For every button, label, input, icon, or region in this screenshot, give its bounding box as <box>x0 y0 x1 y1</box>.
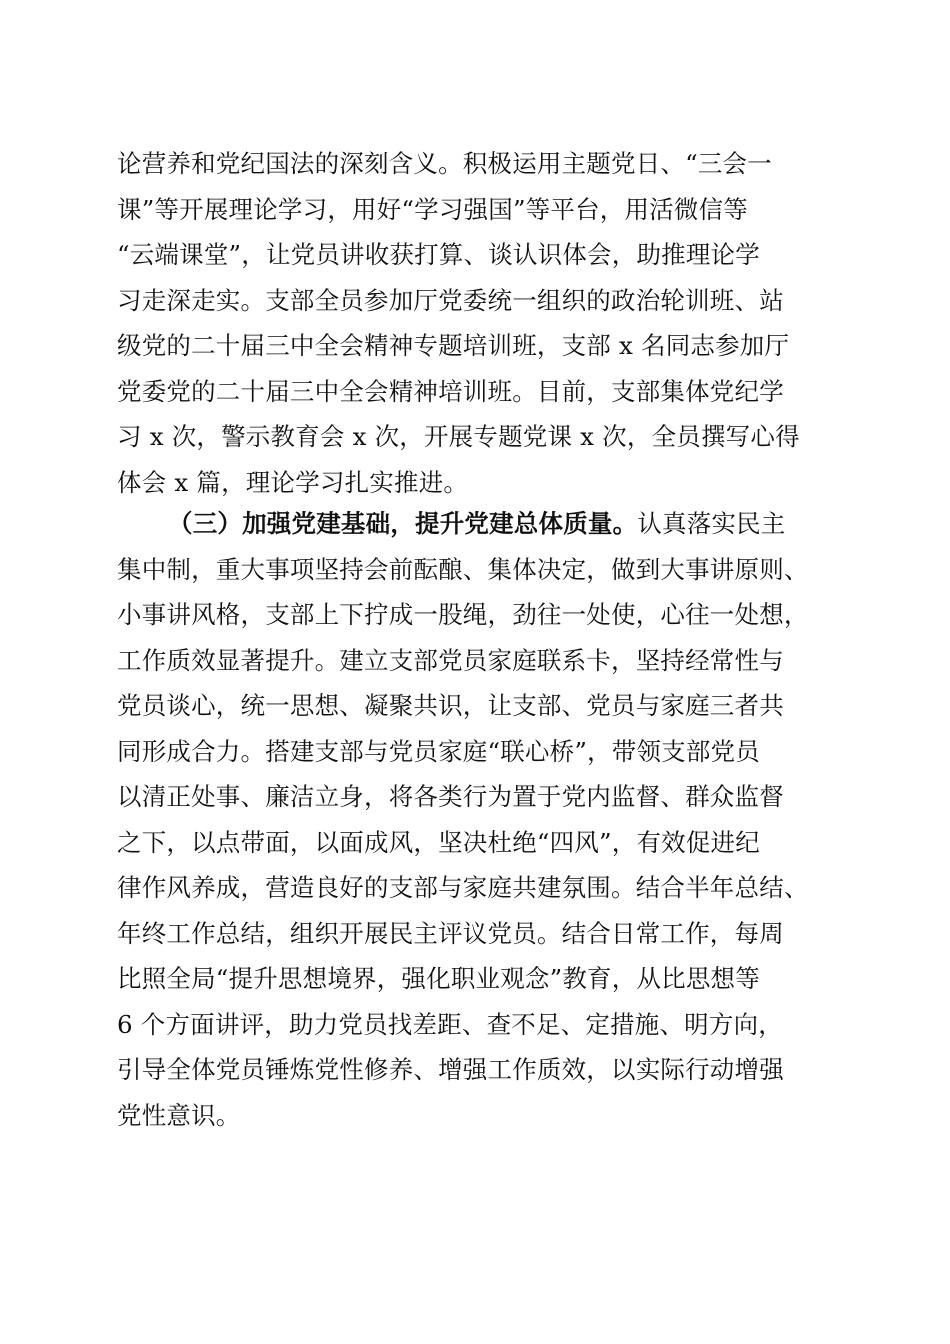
text-line: 党员谈心，统一思想、凝聚共识，让支部、党员与家庭三者共 <box>117 691 784 720</box>
section-heading: （三）加强党建基础，提升党建总体质量。 <box>168 509 638 538</box>
text-line: 工作质效显著提升。建立支部党员家庭联系卡，坚持经常性与 <box>117 645 784 675</box>
text-line: 引导全体党员锤炼党性修养、增强工作质效，以实际行动增强 <box>117 1055 784 1084</box>
text-line: 课”等开展理论学习，用好“学习强国”等平台，用活微信等 <box>117 194 748 224</box>
paragraph-party-building <box>117 501 837 1138</box>
text-line: 6 个方面讲评，助力党员找差距、查不足、定措施、明方向， <box>117 1009 783 1039</box>
text-line: “云端课堂”，让党员讲收获打算、谈认识体会，助推理论学 <box>117 240 760 269</box>
text-line: 习走深走实。支部全员参加厅党委统一组织的政治轮训班、站 <box>117 285 784 315</box>
paragraph-theory-study <box>117 141 837 505</box>
text-line: 以清正处事、廉洁立身，将各类行为置于党内监督、群众监督 <box>117 782 784 811</box>
text-segment: 认真落实民主 <box>637 509 786 538</box>
text-line: 党委党的二十届三中全会精神培训班。目前，支部集体党纪学 <box>117 376 784 406</box>
text-line: 级党的二十届三中全会精神专题培训班，支部 x 名同志参加厅 <box>117 331 790 360</box>
text-line: 小事讲风格，支部上下拧成一股绳，劲往一处使，心往一处想， <box>117 600 809 629</box>
text-line: 年终工作总结，组织开展民主评议党员。结合日常工作，每周 <box>117 918 784 948</box>
text-line: 律作风养成，营造良好的支部与家庭共建氛围。结合半年总结、 <box>117 873 809 902</box>
text-line: 习 x 次，警示教育会 x 次，开展专题党课 x 次，全员撰写心得 <box>117 422 800 451</box>
text-line: 比照全局“提升思想境界，强化职业观念”教育，从比思想等 <box>117 964 760 993</box>
text-line: 党性意识。 <box>117 1100 241 1130</box>
text-line: 论营养和党纪国法的深刻含义。积极运用主题党日、“三会一 <box>117 149 772 178</box>
paragraph-first-line <box>117 501 837 547</box>
text-line: 之下，以点带面，以面成风，坚决杜绝“四风”，有效促进纪 <box>117 827 760 857</box>
text-line: 体会 x 篇，理论学习扎实推进。 <box>117 467 469 497</box>
text-line: 同形成合力。搭建支部与党员家庭“联心桥”，带领支部党员 <box>117 736 760 766</box>
text-line: 集中制，重大事项坚持会前酝酿、集体决定，做到大事讲原则、 <box>117 554 809 584</box>
